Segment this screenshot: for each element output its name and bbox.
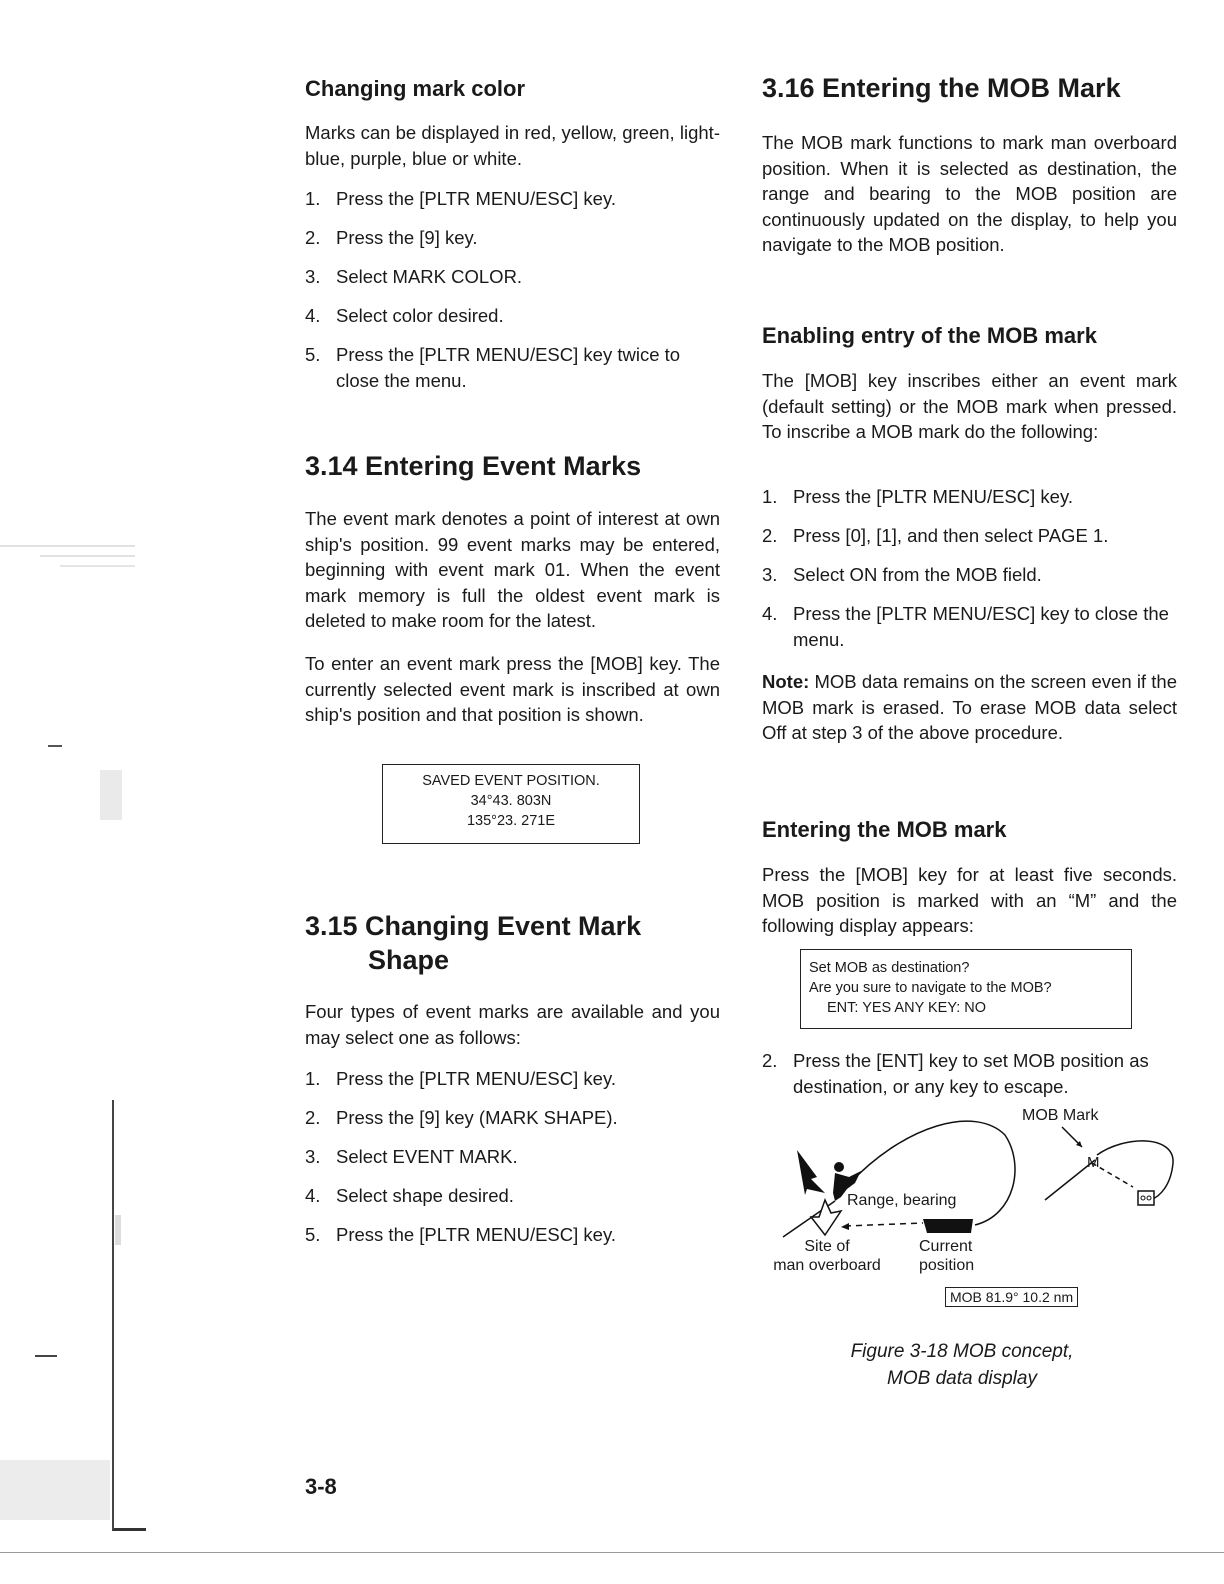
list-item: 2. Press the [ENT] key to set MOB position as destination, or any key to escape. xyxy=(762,1050,1149,1097)
changing-color-heading: Changing mark color xyxy=(305,76,526,101)
section-3-15-steps xyxy=(305,1066,720,1261)
list-item: 3. Select MARK COLOR. xyxy=(305,266,523,287)
current-position-icon xyxy=(923,1219,973,1233)
list-item: 1. Press the [PLTR MENU/ESC] key. xyxy=(305,1068,616,1089)
changing-color-steps xyxy=(305,186,720,407)
enabling-mob-intro: The [MOB] key inscribes either an event mark (default setting) or the MOB mark when pressed. To inscribe a MOB mark do the following: xyxy=(762,370,1177,442)
list-item: 1. Press the [PLTR MENU/ESC] key. xyxy=(305,188,616,209)
section-3-16-intro: The MOB mark functions to mark man overboard position. When it is selected as destination, the range and bearing to the MOB position are continuously updated on the display, to help you navigate to the MOB position. xyxy=(762,132,1177,255)
site-of-mob-icon xyxy=(811,1200,841,1235)
list-item: 2. Press [0], [1], and then select PAGE 1. xyxy=(762,525,1109,546)
margin-line xyxy=(112,1100,114,1530)
site-of-mob-label: Site of man overboard xyxy=(773,1238,881,1274)
section-3-14-paragraph-1: The event mark denotes a point of interest at own ship's position. 99 event marks may be entered, beginning with event mark 01. When the event mark memory is full the oldest event mark is deleted to make room for the latest. xyxy=(305,508,720,631)
list-item: 4. Press the [PLTR MENU/ESC] key to close the menu. xyxy=(762,603,1169,650)
current-position-label: Current position xyxy=(919,1238,975,1274)
ship-box-icon xyxy=(1138,1191,1154,1205)
mob-concept-drawing xyxy=(755,1105,1185,1315)
mob-data-display: MOB 81.9° 10.2 nm xyxy=(945,1287,1078,1307)
list-item: 5. Press the [PLTR MENU/ESC] key. xyxy=(305,1224,616,1245)
section-3-15-intro: Four types of event marks are available and you may select one as follows: xyxy=(305,1001,720,1048)
section-3-14-heading: 3.14 Entering Event Marks xyxy=(305,451,642,481)
figure-caption: Figure 3-18 MOB concept, MOB data display xyxy=(850,1341,1074,1389)
list-item: 5. Press the [PLTR MENU/ESC] key twice to close the menu. xyxy=(305,344,681,391)
enabling-mob-steps xyxy=(762,484,1177,666)
range-bearing-label: Range, bearing xyxy=(847,1192,957,1209)
mob-concept-figure xyxy=(755,1105,1185,1320)
saved-event-display: SAVED EVENT POSITION. 34°43. 803N 135°23. 271E xyxy=(382,764,640,844)
ship-heading-arrow xyxy=(797,1150,825,1195)
bottom-rule xyxy=(0,1552,1224,1553)
mob-mark-label: MOB Mark xyxy=(1022,1107,1099,1124)
list-item: 3. Select EVENT MARK. xyxy=(305,1146,518,1167)
list-item: 1. Press the [PLTR MENU/ESC] key. xyxy=(762,486,1073,507)
section-3-14-paragraph-2: To enter an event mark press the [MOB] key. The currently selected event mark is inscribed at own ship's position and that position is shown. xyxy=(305,653,720,725)
entering-mob-heading: Entering the MOB mark xyxy=(762,817,1007,842)
entering-mob-steps xyxy=(762,1048,1177,1113)
section-3-16-heading: 3.16 Entering the MOB Mark xyxy=(762,73,1121,103)
changing-color-intro: Marks can be displayed in red, yellow, green, light-blue, purple, blue or white. xyxy=(305,122,720,169)
page-number: 3-8 xyxy=(305,1474,337,1499)
enabling-mob-heading: Enabling entry of the MOB mark xyxy=(762,323,1097,348)
list-item: 2. Press the [9] key. xyxy=(305,227,478,248)
person-icon xyxy=(834,1162,844,1172)
list-item: 4. Select shape desired. xyxy=(305,1185,514,1206)
list-item: 3. Select ON from the MOB field. xyxy=(762,564,1042,585)
list-item: 2. Press the [9] key (MARK SHAPE). xyxy=(305,1107,618,1128)
list-item: 4. Select color desired. xyxy=(305,305,504,326)
entering-mob-intro: Press the [MOB] key for at least five seconds. MOB position is marked with an “M” and the following display appears: xyxy=(762,864,1177,936)
mob-note: Note: MOB data remains on the screen even if the MOB mark is erased. To erase MOB data select Off at step 3 of the above procedure. xyxy=(762,671,1177,743)
mob-destination-prompt: Set MOB as destination? Are you sure to navigate to the MOB? ENT: YES ANY KEY: NO xyxy=(800,949,1132,1029)
m-letter: M xyxy=(1087,1154,1100,1171)
section-3-15-heading: 3.15 Changing Event Mark Shape xyxy=(305,911,642,975)
